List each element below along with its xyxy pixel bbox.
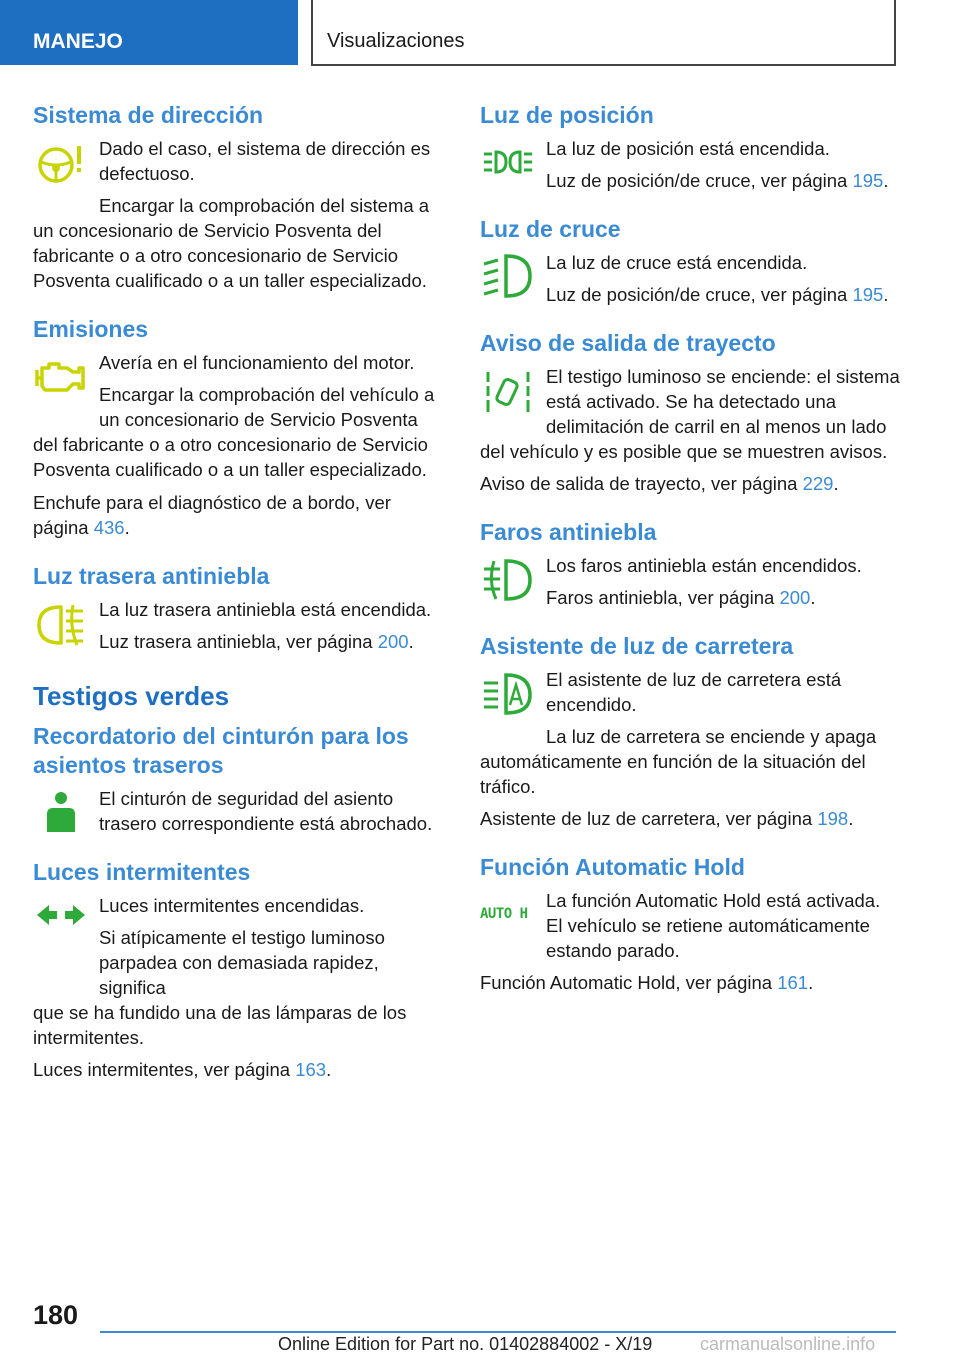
position-light-icon [480, 138, 536, 188]
page-link[interactable]: 200 [377, 631, 409, 652]
page-link[interactable]: 200 [779, 587, 811, 608]
page-link[interactable]: 198 [817, 808, 849, 829]
heading-position-light: Luz de posición [480, 102, 654, 128]
edition-note: Online Edition for Part no. 01402884002 - X/19 [278, 1334, 653, 1354]
steering-text-2a: Encargar la comprobación del sistema a [99, 195, 430, 216]
page-link[interactable]: 195 [852, 170, 884, 191]
heading-lane-departure: Aviso de salida de trayecto [480, 330, 776, 356]
section-high-beam-assist [480, 632, 900, 831]
turn-text-3: Luces intermitentes, ver página 163. [33, 1059, 332, 1080]
low-beam-icon [480, 252, 536, 302]
section-emissions [33, 315, 445, 540]
turn-text-2a: Si atípicamente el testigo luminoso parpadea con demasiada rapidez, significa [99, 927, 385, 998]
position-text-2: Luz de posición/de cruce, ver página 195. [546, 170, 889, 191]
emissions-text-1: Avería en el funcionamiento del motor. [99, 352, 415, 373]
heading-rear-fog: Luz trasera antiniebla [33, 563, 270, 589]
chapter-header [311, 0, 896, 66]
section-rear-fog [33, 562, 445, 654]
auto-hold-text-1: La función Automatic Hold está activada. El vehículo se retiene automáticamente estando parado. [546, 890, 881, 961]
watermark: carmanualsonline.info [700, 1334, 876, 1354]
section-low-beam [480, 215, 900, 307]
heading-auto-hold: Función Automatic Hold [480, 854, 745, 880]
belt-text-1: El cinturón de seguridad del asiento trasero correspondiente está abrochado. [99, 788, 433, 834]
steering-warning-icon [33, 138, 89, 188]
fog-text-1: Los faros antiniebla están encendidos. [546, 555, 862, 576]
section-position-light [480, 101, 900, 193]
rear-fog-text-2: Luz trasera antiniebla, ver página 200. [99, 631, 414, 652]
page-link[interactable]: 163 [295, 1059, 327, 1080]
turn-signal-icon [33, 895, 89, 945]
page-link[interactable]: 195 [852, 284, 884, 305]
heading-belt: Recordatorio del cinturón para los asientos traseros [33, 723, 409, 778]
section-belt [33, 722, 445, 836]
rear-fog-light-icon [33, 599, 89, 649]
section-auto-hold [480, 853, 900, 995]
high-beam-assist-icon [480, 669, 536, 719]
page-number: 180 [33, 1300, 79, 1330]
auto-hold-icon: AUTO H [480, 906, 528, 922]
high-beam-text-2b: automáticamente en función de la situación del tráfico. [480, 751, 866, 797]
emissions-text-2b: del fabricante o a otro concesionario de Servicio Posventa cualificado o a un taller especializado. [33, 434, 428, 480]
high-beam-text-2a: La luz de carretera se enciende y apaga [546, 726, 877, 747]
steering-text-2b: un concesionario de Servicio Posventa del fabricante o a otro concesionario de Servicio Posventa cualificado o a un taller especializado. [33, 220, 427, 291]
right-column [480, 101, 900, 1017]
section-tab [0, 0, 298, 65]
left-column [33, 101, 445, 1104]
lane-text-2: Aviso de salida de trayecto, ver página 229. [480, 473, 839, 494]
seatbelt-icon [33, 790, 89, 840]
low-beam-text-1: La luz de cruce está encendida. [546, 252, 808, 273]
section-label: MANEJO [33, 30, 123, 53]
heading-steering: Sistema de dirección [33, 102, 264, 128]
section-turn-signals [33, 858, 445, 1082]
lane-text-1a: El testigo luminoso se enciende: el sistema está activado. Se ha detectado una delimitación de carril en al menos un lado [546, 366, 900, 437]
page-link[interactable]: 161 [777, 972, 809, 993]
chapter-title: Visualizaciones [327, 30, 465, 52]
fog-text-2: Faros antiniebla, ver página 200. [546, 587, 816, 608]
heading-high-beam-assist: Asistente de luz de carretera [480, 633, 794, 659]
emissions-text-3: Enchufe para el diagnóstico de a bordo, ver página 436. [33, 492, 391, 538]
high-beam-text-3: Asistente de luz de carretera, ver página 198. [480, 808, 854, 829]
section-fog-lights [480, 518, 900, 610]
low-beam-text-2: Luz de posición/de cruce, ver página 195. [546, 284, 889, 305]
lane-departure-icon [480, 366, 536, 416]
turn-text-2b: que se ha fundido una de las lámparas de los intermitentes. [33, 1002, 407, 1048]
heading-low-beam: Luz de cruce [480, 216, 621, 242]
page-link[interactable]: 436 [93, 517, 125, 538]
rear-fog-text-1: La luz trasera antiniebla está encendida. [99, 599, 432, 620]
lane-text-1b: del vehículo y es posible que se muestren avisos. [480, 441, 888, 462]
steering-text-1: Dado el caso, el sistema de dirección es defectuoso. [99, 138, 431, 184]
emissions-text-2a: Encargar la comprobación del vehículo a un concesionario de Servicio Posventa [99, 384, 435, 430]
turn-text-1: Luces intermitentes encendidas. [99, 895, 365, 916]
engine-warning-icon [33, 352, 89, 402]
position-text-1: La luz de posición está encendida. [546, 138, 830, 159]
page-link[interactable]: 229 [802, 473, 834, 494]
heading-green-indicators: Testigos verdes [33, 681, 230, 711]
section-lane-departure [480, 329, 900, 496]
heading-emissions: Emisiones [33, 316, 149, 342]
high-beam-text-1: El asistente de luz de carretera está encendido. [546, 669, 842, 715]
auto-hold-text-2: Función Automatic Hold, ver página 161. [480, 972, 814, 993]
heading-turn-signals: Luces intermitentes [33, 859, 251, 885]
section-steering [33, 101, 445, 293]
front-fog-light-icon [480, 555, 536, 605]
heading-fog-lights: Faros antiniebla [480, 519, 657, 545]
footer-divider [100, 1331, 896, 1333]
